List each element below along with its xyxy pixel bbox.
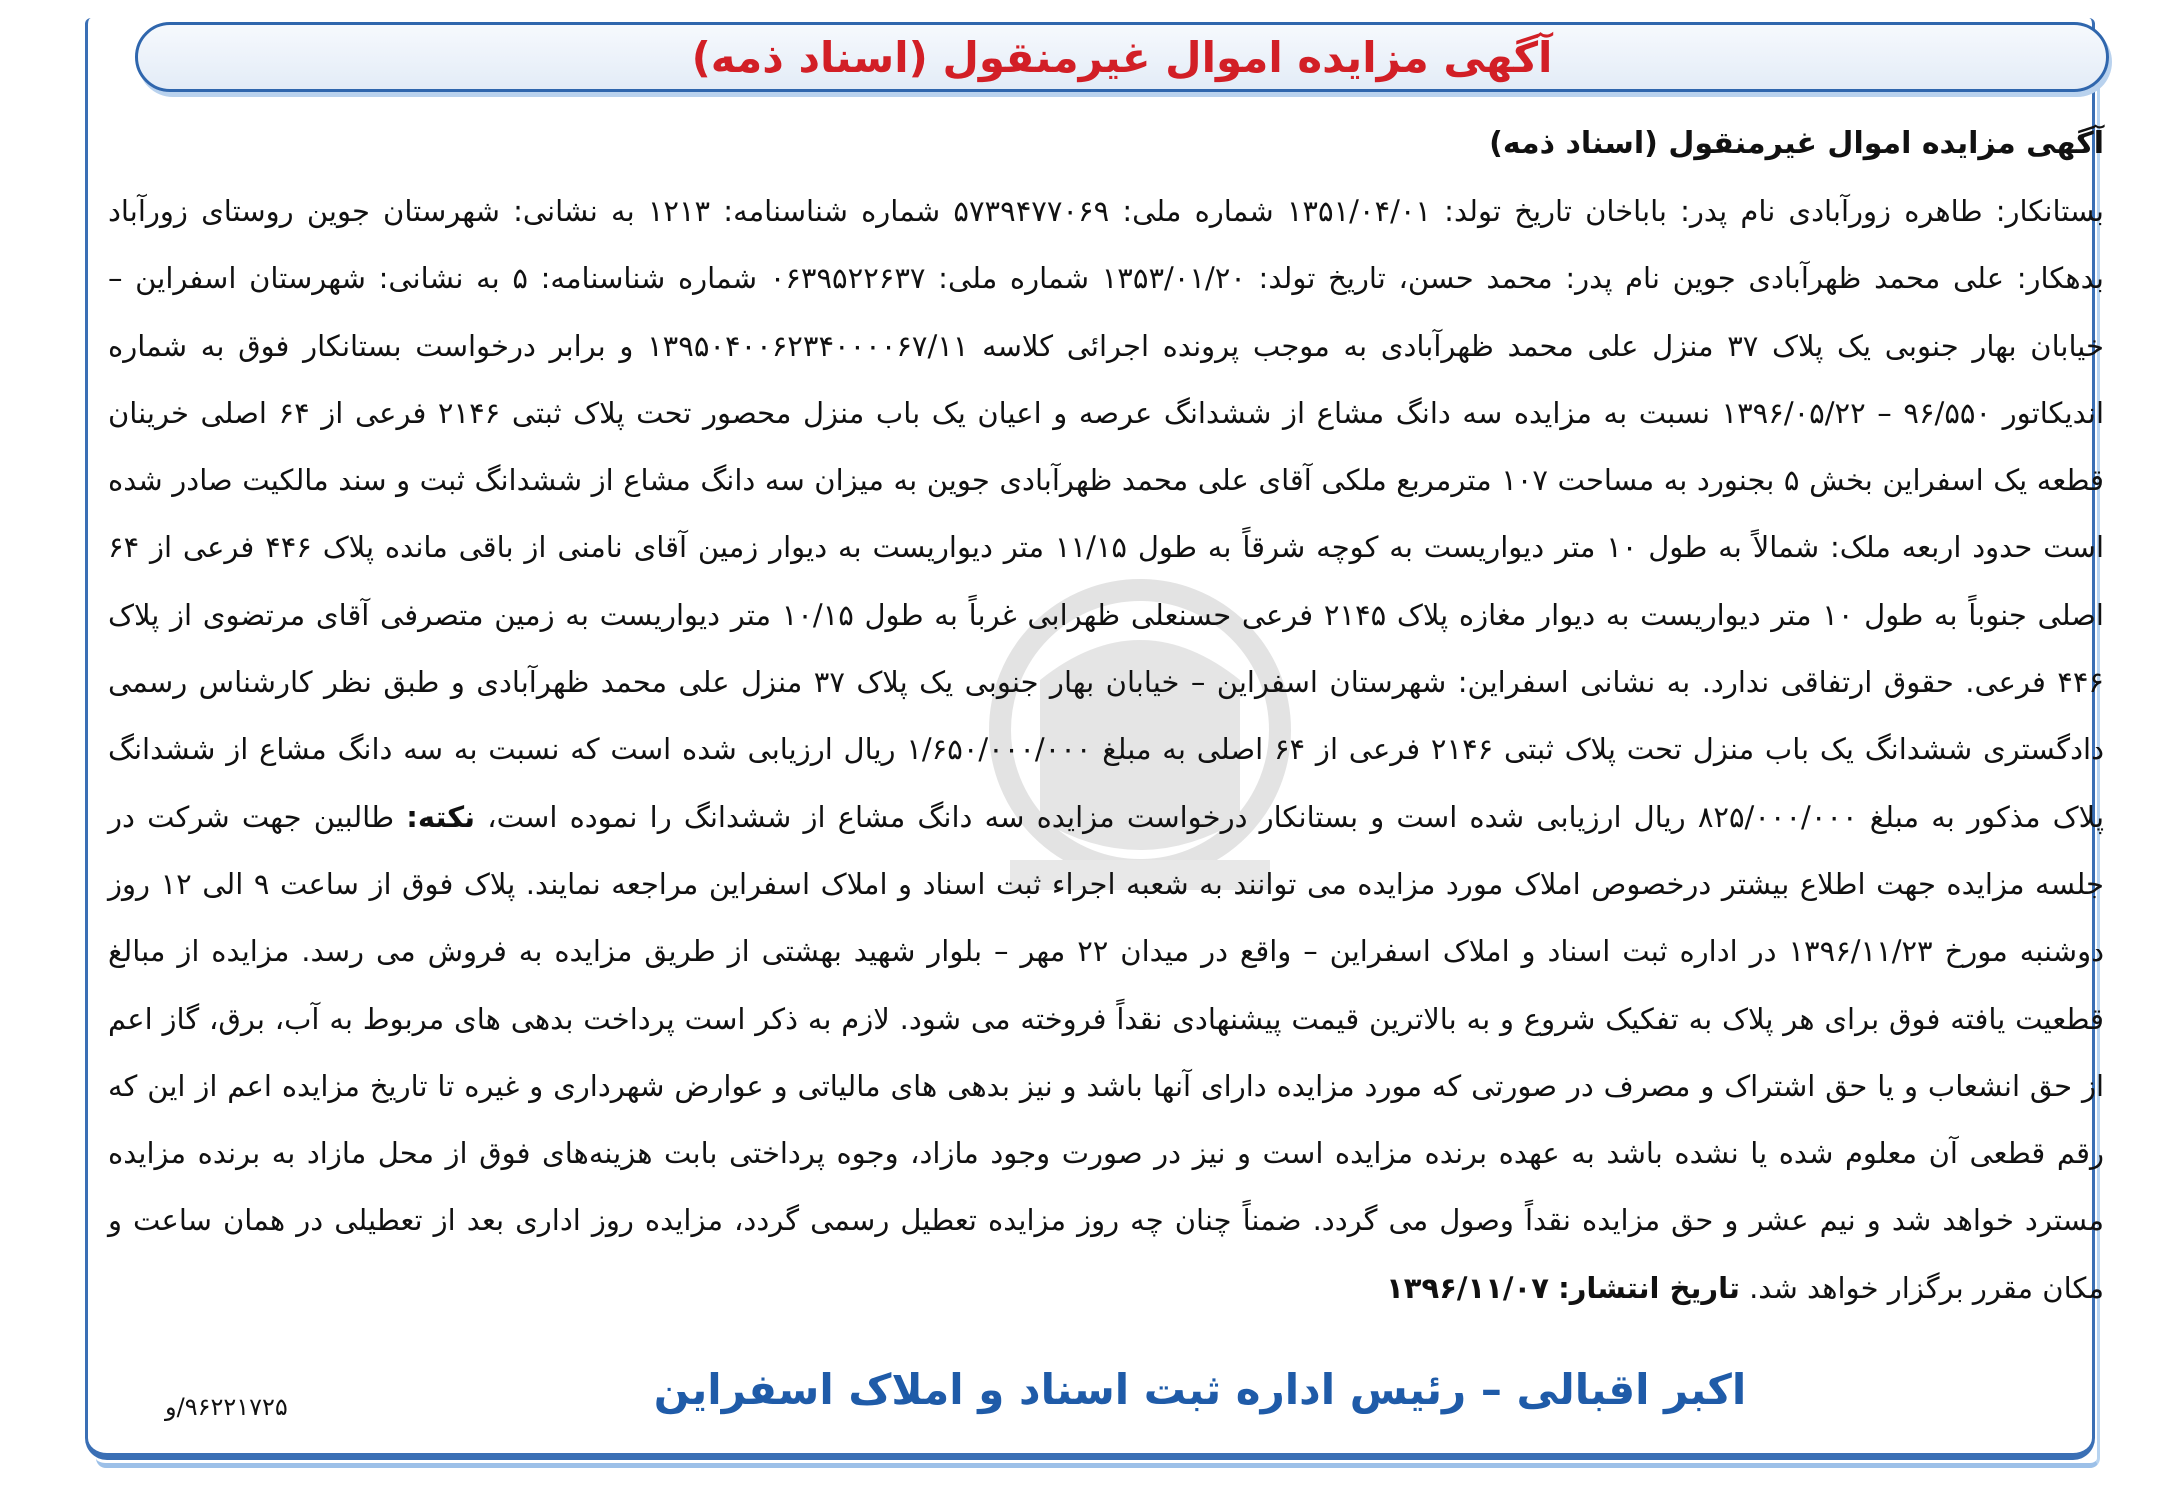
note-label: نکته: [406, 799, 476, 834]
header-banner [135, 22, 2109, 92]
header-title: آگهی مزایده اموال غیرمنقول (اسناد ذمه) [691, 32, 1553, 82]
reference-code: ۹۶۲۲۱۷۲۵/و [165, 1393, 288, 1421]
notice-body-part-1: بستانکار: طاهره زورآبادی نام پدر: باباخان تاریخ تولد: ۱۳۵۱/۰۴/۰۱ شماره ملی: ۵۷۳۹۴۷۷۰۶۹ شماره شناسنامه: ۱۲۱۳ به نشانی: شهرستان جوین روستای زورآباد بدهکار: علی محمد ظهرآبادی جوین نام پدر: محمد حسن، تاریخ تولد: ۱۳۵۳/۰۱/۲۰ شماره ملی: ۰۶۳۹۵۲۲۶۳۷ شماره شناسنامه: ۵ به نشانی: شهرستان اسفراین – خیابان بهار جنوبی یک پلاک ۳۷ منزل علی محمد ظهرآبادی به موجب پرونده اجرائی کلاسه ۱۳۹۵۰۴۰۰۶۲۳۴۰۰۰۰۶۷/۱۱ و برابر درخواست بستانکار فوق به شماره اندیکاتور ۹۶/۵۵۰ – ۱۳۹۶/۰۵/۲۲ نسبت به مزایده سه دانگ مشاع از ششدانگ عرصه و اعیان یک باب منزل محصور تحت پلاک ثبتی ۲۱۴۶ فرعی از ۶۴ اصلی خرینان قطعه یک اسفراین بخش ۵ بجنورد به مساحت ۱۰۷ مترمربع ملکی آقای علی محمد ظهرآبادی جوین به میزان سه دانگ مشاع از ششدانگ ثبت و سند مالکیت صادر شده است حدود اربعه ملک: شمالاً به طول ۱۰ متر دیواریست به کوچه شرقاً به طول ۱۱/۱۵ متر دیواریست به دیوار زمین آقای نامنی از باقی مانده پلاک ۴۴۶ فرعی از ۶۴ اصلی جنوباً به طول ۱۰ متر دیواریست به دیوار مغازه پلاک ۲۱۴۵ فرعی حسنعلی ظهرابی غرباً به طول ۱۰/۱۵ متر دیواریست به زمین متصرفی آقای مرتضوی از پلاک ۴۴۶ فرعی. حقوق ارتفاقی ندارد. به نشانی اسفراین: شهرستان اسفراین – خیابان بهار جنوبی یک پلاک ۳۷ منزل علی محمد ظهرآبادی و طبق نظر کارشناس رسمی دادگستری ششدانگ یک باب منزل تحت پلاک ثبتی ۲۱۴۶ فرعی از ۶۴ اصلی به مبلغ ۱/۶۵۰/۰۰۰/۰۰۰ ریال ارزیابی شده است که نسبت به سه دانگ مشاع از ششدانگ پلاک مذکور به مبلغ ۸۲۵/۰۰۰/۰۰۰ ریال ارزیابی شده است و بستانکار درخواست مزایده سه دانگ مشاع از ششدانگ را نموده است، [108, 194, 2105, 834]
publish-label: تاریخ انتشار: [1558, 1270, 1740, 1305]
publish-date: ۱۳۹۶/۱۱/۰۷ [1386, 1270, 1549, 1305]
notice-body-part-2: طالبین جهت شرکت در جلسه مزایده جهت اطلاع بیشتر درخصوص املاک مورد مزایده می توانند به شعبه اجراء ثبت اسناد و املاک اسفراین مراجعه نمایند. پلاک فوق از ساعت ۹ الی ۱۲ روز دوشنبه مورخ ۱۳۹۶/۱۱/۲۳ در اداره ثبت اسناد و املاک اسفراین – واقع در میدان ۲۲ مهر – بلوار شهید بهشتی از طریق مزایده به فروش می رسد. مزایده از مبالغ قطعیت یافته فوق برای هر پلاک به تفکیک شروع و به بالاترین قیمت پیشنهادی نقداً فروخته می شود. لازم به ذکر است پرداخت بدهی های مربوط به آب، برق، گاز اعم از حق انشعاب و یا حق اشتراک و مصرف در صورتی که مورد مزایده دارای آنها باشد و نیز بدهی های مالیاتی و عوارض شهرداری و غیره تا تاریخ مزایده اعم از این که رقم قطعی آن معلوم شده یا نشده باشد به عهده برنده مزایده است و نیز در صورت وجود مازاد، وجوه پرداختی بابت هزینه‌های فوق از محل مازاد به برنده مزایده مسترد خواهد شد و نیم عشر و حق مزایده نقداً وصول می گردد. ضمناً چنان چه روز مزایده تعطیل رسمی گردد، مزایده روز اداری بعد از تعطیلی در همان ساعت و مکان مقرر برگزار خواهد شد. [108, 799, 2104, 1305]
signature: اکبر اقبالی – رئیس اداره ثبت اسناد و املاک اسفراین [653, 1365, 1747, 1414]
notice-body [108, 178, 2104, 1322]
notice-subtitle: آگهی مزایده اموال غیرمنقول (اسناد ذمه) [1489, 126, 2104, 161]
notice-content [108, 122, 2104, 1322]
